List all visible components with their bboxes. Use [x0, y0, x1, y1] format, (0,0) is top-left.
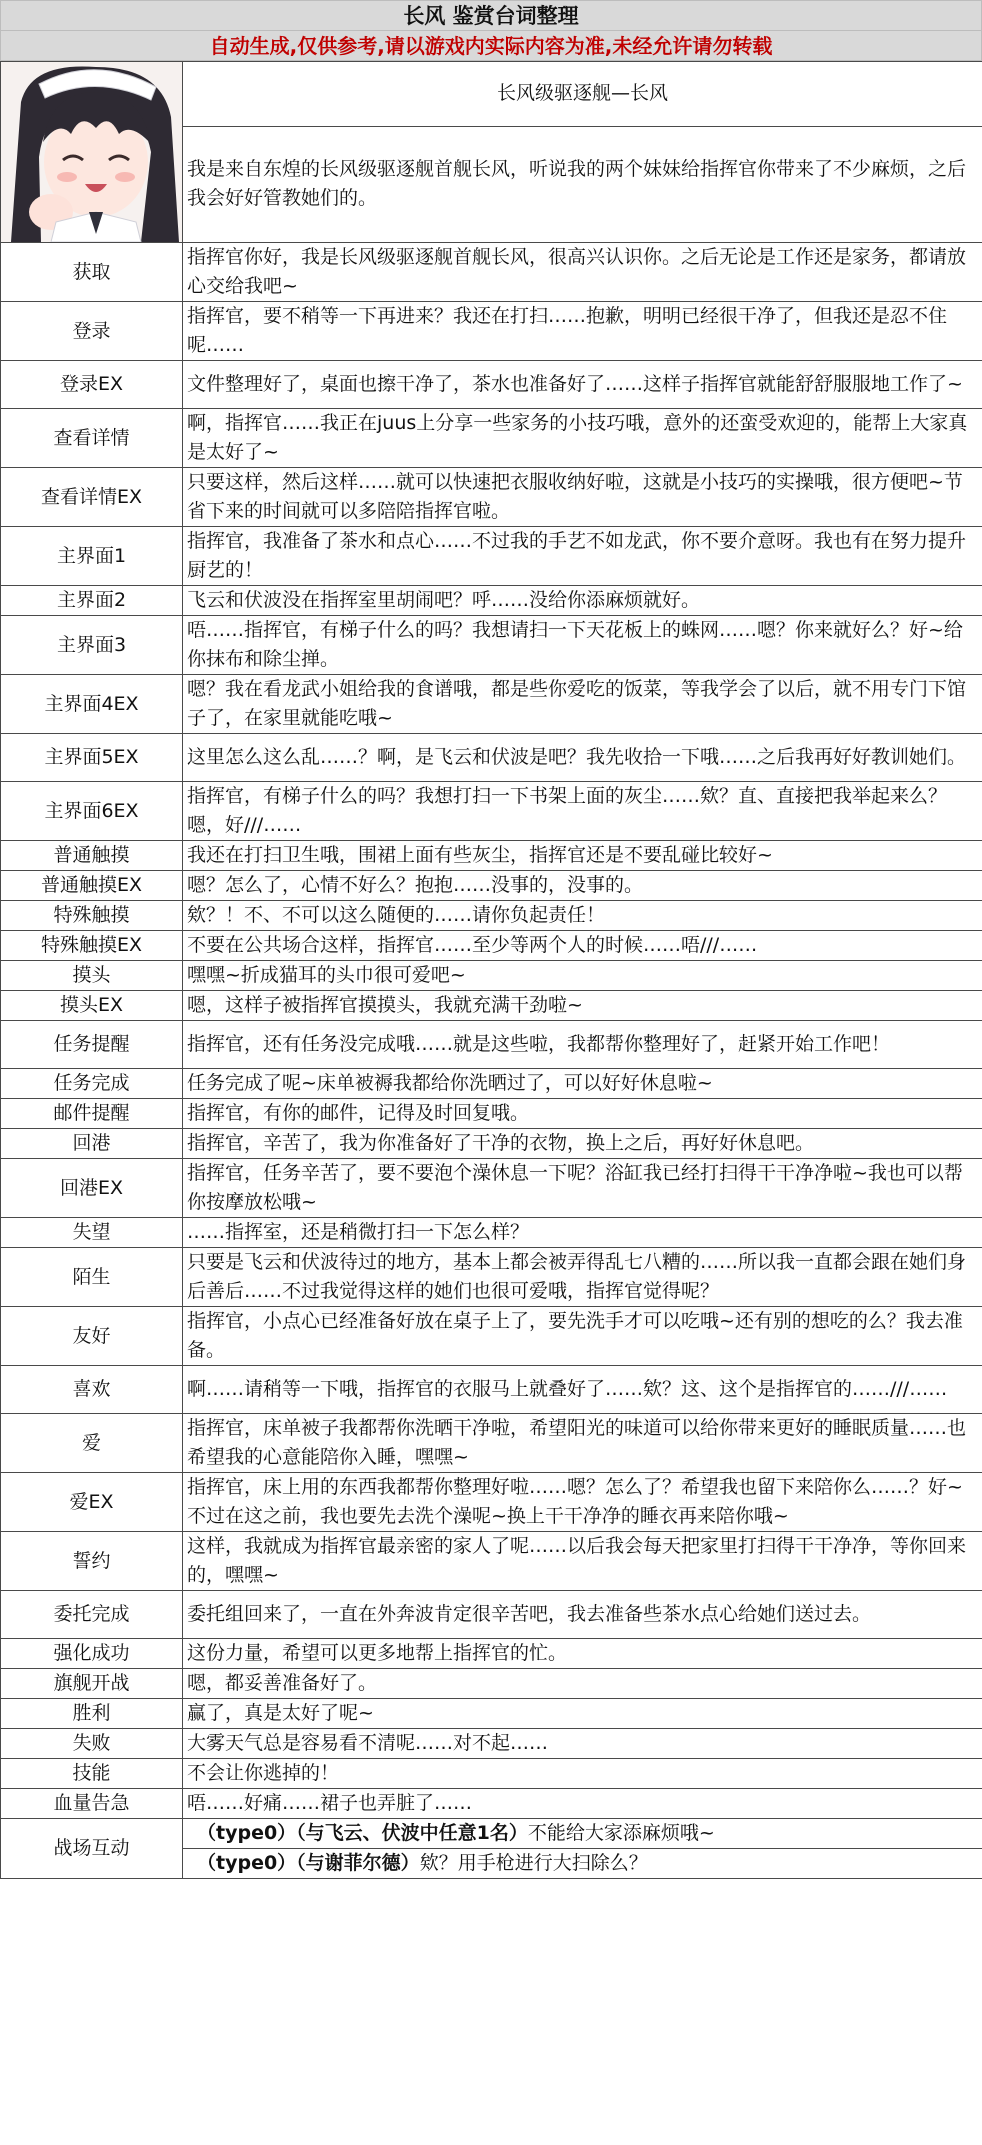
dialogue-row [1, 991, 982, 1021]
dialogue-text: 指挥官，小点心已经准备好放在桌子上了，要先洗手才可以吃哦~还有别的想吃的么？我去准备。 [183, 1307, 982, 1366]
battle-line: 不能给大家添麻烦哦~ [527, 1822, 715, 1844]
dialogue-row [1, 616, 982, 675]
dialogue-label: 主界面2 [1, 586, 183, 616]
dialogue-text: 这份力量，希望可以更多地帮上指挥官的忙。 [183, 1639, 982, 1669]
dialogue-label: 主界面6EX [1, 782, 183, 841]
dialogue-row [1, 1307, 982, 1366]
dialogue-label: 失望 [1, 1218, 183, 1248]
dialogue-text: 指挥官，有梯子什么的吗？我想打扫一下书架上面的灰尘……欸？直、直接把我举起来么？嗯，好///…… [183, 782, 982, 841]
dialogue-row [1, 901, 982, 931]
dialogue-row [1, 734, 982, 782]
dialogue-text: 指挥官，有你的邮件，记得及时回复哦。 [183, 1099, 982, 1129]
dialogue-row [1, 1759, 982, 1789]
dialogue-label: 查看详情EX [1, 468, 183, 527]
dialogue-label: 主界面5EX [1, 734, 183, 782]
dialogue-row [1, 468, 982, 527]
dialogue-label: 血量告急 [1, 1789, 183, 1819]
dialogue-label: 喜欢 [1, 1366, 183, 1414]
dialogue-label: 主界面4EX [1, 675, 183, 734]
dialogue-text: 指挥官你好，我是长风级驱逐舰首舰长风，很高兴认识你。之后无论是工作还是家务，都请放心交给我吧~ [183, 243, 982, 302]
dialogue-text: 大雾天气总是容易看不清呢……对不起…… [183, 1729, 982, 1759]
dialogue-row [1, 1159, 982, 1218]
disclaimer-banner: 自动生成,仅供参考,请以游戏内实际内容为准,未经允许请勿转载 [0, 31, 982, 61]
dialogue-row [1, 1789, 982, 1819]
page-title: 长风 鉴赏台词整理 [0, 0, 982, 31]
dialogue-table [0, 61, 982, 1879]
dialogue-row [1, 841, 982, 871]
dialogue-text: 嗯，都妥善准备好了。 [183, 1669, 982, 1699]
profile-title-row [1, 62, 982, 127]
dialogue-text: 这里怎么这么乱……？啊，是飞云和伏波是吧？我先收拾一下哦……之后我再好好教训她们。 [183, 734, 982, 782]
dialogue-label: 查看详情 [1, 409, 183, 468]
dialogue-text: 啊……请稍等一下哦，指挥官的衣服马上就叠好了……欸？这、这个是指挥官的……///…… [183, 1366, 982, 1414]
dialogue-row [1, 1366, 982, 1414]
dialogue-label: 旗舰开战 [1, 1669, 183, 1699]
dialogue-text: 指挥官，辛苦了，我为你准备好了干净的衣物，换上之后，再好好休息吧。 [183, 1129, 982, 1159]
battle-condition: （type0）（与飞云、伏波中任意1名） [197, 1822, 528, 1844]
dialogue-row [1, 961, 982, 991]
dialogue-row [1, 361, 982, 409]
dialogue-label: 获取 [1, 243, 183, 302]
dialogue-text: 嘿嘿~折成猫耳的头巾很可爱吧~ [183, 961, 982, 991]
dialogue-row [1, 1591, 982, 1639]
dialogue-row [1, 1473, 982, 1532]
dialogue-text: 文件整理好了，桌面也擦干净了，茶水也准备好了……这样子指挥官就能舒舒服服地工作了~ [183, 361, 982, 409]
dialogue-label: 失败 [1, 1729, 183, 1759]
battle-text [183, 1849, 982, 1879]
dialogue-text: 指挥官，床单被子我都帮你洗晒干净啦，希望阳光的味道可以给你带来更好的睡眠质量……也希望我的心意能陪你入睡，嘿嘿~ [183, 1414, 982, 1473]
dialogue-text: 嗯？怎么了，心情不好么？抱抱……没事的，没事的。 [183, 871, 982, 901]
dialogue-label: 技能 [1, 1759, 183, 1789]
dialogue-text: 我还在打扫卫生哦，围裙上面有些灰尘，指挥官还是不要乱碰比较好~ [183, 841, 982, 871]
dialogue-label: 主界面1 [1, 527, 183, 586]
dialogue-text: 不会让你逃掉的！ [183, 1759, 982, 1789]
dialogue-label: 回港EX [1, 1159, 183, 1218]
dialogue-text: 欸？！不、不可以这么随便的……请你负起责任！ [183, 901, 982, 931]
ship-intro: 我是来自东煌的长风级驱逐舰首舰长风，听说我的两个妹妹给指挥官你带来了不少麻烦，之后我会好好管教她们的。 [183, 126, 982, 242]
dialogue-row [1, 782, 982, 841]
dialogue-text: 委托组回来了，一直在外奔波肯定很辛苦吧，我去准备些茶水点心给她们送过去。 [183, 1591, 982, 1639]
dialogue-row [1, 302, 982, 361]
dialogue-row [1, 1099, 982, 1129]
dialogue-text: 嗯，这样子被指挥官摸摸头，我就充满干劲啦~ [183, 991, 982, 1021]
dialogue-row [1, 1639, 982, 1669]
dialogue-row [1, 1129, 982, 1159]
dialogue-row [1, 527, 982, 586]
dialogue-label: 委托完成 [1, 1591, 183, 1639]
dialogue-row [1, 675, 982, 734]
dialogue-label: 友好 [1, 1307, 183, 1366]
dialogue-text: 指挥官，任务辛苦了，要不要泡个澡休息一下呢？浴缸我已经打扫得干干净净啦~我也可以帮你按摩放松哦~ [183, 1159, 982, 1218]
dialogue-row [1, 1218, 982, 1248]
dialogue-label: 任务提醒 [1, 1021, 183, 1069]
dialogue-label: 强化成功 [1, 1639, 183, 1669]
dialogue-row [1, 1669, 982, 1699]
dialogue-label: 普通触摸EX [1, 871, 183, 901]
dialogue-row [1, 931, 982, 961]
dialogue-label: 胜利 [1, 1699, 183, 1729]
dialogue-label: 摸头 [1, 961, 183, 991]
ship-title: 长风级驱逐舰—长风 [183, 62, 982, 127]
dialogue-label: 任务完成 [1, 1069, 183, 1099]
dialogue-text: 指挥官，要不稍等一下再进来？我还在打扫……抱歉，明明已经很干净了，但我还是忍不住呢…… [183, 302, 982, 361]
dialogue-text: ……指挥室，还是稍微打扫一下怎么样？ [183, 1218, 982, 1248]
dialogue-row [1, 1729, 982, 1759]
character-portrait [1, 62, 183, 242]
dialogue-row [1, 243, 982, 302]
dialogue-label: 登录 [1, 302, 183, 361]
dialogue-row [1, 586, 982, 616]
dialogue-label: 邮件提醒 [1, 1099, 183, 1129]
dialogue-label: 摸头EX [1, 991, 183, 1021]
dialogue-row [1, 1248, 982, 1307]
battle-line: 欸？用手枪进行大扫除么？ [419, 1852, 648, 1874]
dialogue-text: 任务完成了呢~床单被褥我都给你洗晒过了，可以好好休息啦~ [183, 1069, 982, 1099]
dialogue-text: 不要在公共场合这样，指挥官……至少等两个人的时候……唔///…… [183, 931, 982, 961]
battle-label: 战场互动 [1, 1819, 183, 1879]
dialogue-text: 唔……好痛……裙子也弄脏了…… [183, 1789, 982, 1819]
dialogue-text: 指挥官，床上用的东西我都帮你整理好啦……嗯？怎么了？希望我也留下来陪你么……？好~不过在这之前，我也要先去洗个澡呢~换上干干净净的睡衣再来陪你哦~ [183, 1473, 982, 1532]
dialogue-row [1, 1532, 982, 1591]
dialogue-label: 特殊触摸 [1, 901, 183, 931]
dialogue-label: 特殊触摸EX [1, 931, 183, 961]
battle-row [1, 1819, 982, 1849]
battle-text [183, 1819, 982, 1849]
dialogue-label: 爱 [1, 1414, 183, 1473]
dialogue-text: 这样，我就成为指挥官最亲密的家人了呢……以后我会每天把家里打扫得干干净净，等你回来的，嘿嘿~ [183, 1532, 982, 1591]
dialogue-text: 唔……指挥官，有梯子什么的吗？我想请扫一下天花板上的蛛网……嗯？你来就好么？好~给你抹布和除尘掸。 [183, 616, 982, 675]
dialogue-row [1, 1414, 982, 1473]
dialogue-label: 回港 [1, 1129, 183, 1159]
dialogue-text: 只要这样，然后这样……就可以快速把衣服收纳好啦，这就是小技巧的实操哦，很方便吧~节省下来的时间就可以多陪陪指挥官啦。 [183, 468, 982, 527]
dialogue-label: 爱EX [1, 1473, 183, 1532]
dialogue-row [1, 871, 982, 901]
dialogue-row [1, 409, 982, 468]
dialogue-label: 陌生 [1, 1248, 183, 1307]
battle-condition: （type0）（与谢菲尔德） [197, 1852, 420, 1874]
dialogue-row [1, 1069, 982, 1099]
dialogue-row [1, 1021, 982, 1069]
dialogue-row [1, 1699, 982, 1729]
dialogue-label: 誓约 [1, 1532, 183, 1591]
dialogue-text: 啊，指挥官……我正在juus上分享一些家务的小技巧哦，意外的还蛮受欢迎的，能帮上大家真是太好了~ [183, 409, 982, 468]
dialogue-label: 普通触摸 [1, 841, 183, 871]
portrait-illustration [1, 62, 183, 242]
dialogue-text: 指挥官，还有任务没完成哦……就是这些啦，我都帮你整理好了，赶紧开始工作吧！ [183, 1021, 982, 1069]
dialogue-text: 嗯？我在看龙武小姐给我的食谱哦，都是些你爱吃的饭菜，等我学会了以后，就不用专门下馆子了，在家里就能吃哦~ [183, 675, 982, 734]
dialogue-text: 赢了，真是太好了呢~ [183, 1699, 982, 1729]
dialogue-text: 飞云和伏波没在指挥室里胡闹吧？呼……没给你添麻烦就好。 [183, 586, 982, 616]
dialogue-text: 只要是飞云和伏波待过的地方，基本上都会被弄得乱七八糟的……所以我一直都会跟在她们身后善后……不过我觉得这样的她们也很可爱哦，指挥官觉得呢？ [183, 1248, 982, 1307]
dialogue-text: 指挥官，我准备了茶水和点心……不过我的手艺不如龙武，你不要介意呀。我也有在努力提升厨艺的！ [183, 527, 982, 586]
dialogue-label: 主界面3 [1, 616, 183, 675]
dialogue-label: 登录EX [1, 361, 183, 409]
